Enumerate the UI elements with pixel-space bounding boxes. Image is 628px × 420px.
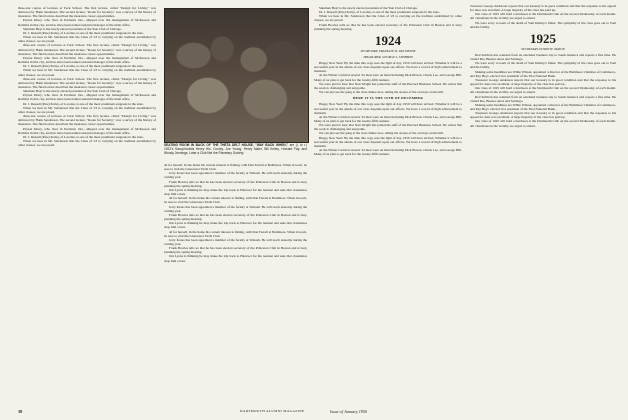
paragraph: We were sorry to learn of the death of Tom Kinney's father. The sympathy of the class goes out to Tom and his family. [470,20,616,29]
paragraph: When we hear in Mr. Sanderson that the Class of '23 is carrying on the tradition established by other classes, we are proud. [314,14,462,23]
paragraph: Dr. J. Russell (Pete) Perley, of Laconia, is one of the most prominent surgeons in the state. [23,30,144,35]
paragraph: When we hear in Mr. Sanderson that the Class of '23 is carrying on the tradition established by other classes, we are proud. [18,105,156,114]
paragraph: three-star course of lectures at Tuck School. The first lecture, called "Design for Living," was delivered by Hank Sanderson. The second lecture, "Route for Security," was a survey of the history of insurance. The final lecture described the insurance career opportunities. [18,76,156,89]
column-1 [18,6,156,406]
paragraph: We were glad to hear that Stan Wright has joined the staff of the Harvard Business School. He writes that the work is challenging and enjoyable. [314,123,462,132]
paragraph: Dr. J. Russell (Pete) Perley, of Laconia, is one of the most prominent surgeons in the state. [23,64,144,69]
paragraph: Treasurer George Anderson reports that our treasury is in good condition and that the response to his appeal for dues was excellent. A large majority of the class has paid up. [470,4,616,13]
paragraph: Our class of 1925 will hold a luncheon at the Dartmouth Club on the second Wednesday of each month. All classmates in the vicinity are urged to attend. [470,86,616,95]
photo-caption [164,143,307,155]
paragraph: We were sorry to learn of the death of Tom Kinney's father. The sympathy of the class goes out to Tom and his family. [470,61,616,70]
paragraph: Frank Bowles tells us that he has been elected secretary of the Princeton Club in Boston and is busy planning the spring meeting. [314,22,462,31]
paragraph: Jerry Kraus has been appointed a member of the faculty at Wabash. He will teach anatomy during the coming year. [164,237,307,246]
secretary-line: SECRETARY, FRANKLIN W. VAN METER [360,48,416,53]
page-number: 38 [18,409,23,414]
paragraph: Jim Lyons is thinking he may make the trip back to Hanover for the reunion and asks that classmates drop him a note. [164,221,307,230]
paragraph: Peyton Drury, who lives in Portland, Ore., shipped over the management of McKesson and Robbins in that city, and has since been named assistant manager of the main office. [18,93,156,102]
paragraph: At the Winter Carnival several '24 men were on hand including Dick Brown, Chuck Lee, and George Hill. Many of us plan to get back for the twenty-fifth reunion. [314,148,462,157]
paragraph: Jim Lyons is thinking he may make the trip back to Hanover for the reunion and asks that classmates drop him a note. [164,187,307,197]
class-year-heading: 1924 [375,32,401,48]
paragraph: all for herself. In the home his current interest is fishing, with Dan Farrell at Baltimore. When in town, be sure to visit the Gloucester Yacht Club. [164,163,307,172]
paragraph: At the Winter Carnival several '24 men were on hand including Dick Brown, Chuck Lee, and George Hill. Many of us plan to get back for the twenty-fifth reunion. [314,114,462,123]
paragraph: Jerry Kraus has been appointed a member of the faculty at Wabash. He will teach anatomy during the coming year. [164,171,307,180]
issue-date: Issue of January 1950 [330,409,368,414]
paragraph: Treasurer George Anderson reports that our treasury is in good condition and that the response to his appeal for dues was excellent. A large majority of the class has paid up. [470,111,616,120]
paragraph: Dr. J. Russell (Pete) Perley, of Laconia, is one of the most prominent surgeons in the state. [23,134,144,139]
paragraph: three-star course of lectures at Tuck School. The first lecture, called "Design for Living," was delivered by Hank Sanderson. The second lecture, "Route for Security," was a survey of the history of insurance. The final lecture described the insurance career opportunities. [18,43,156,56]
paragraph: all for herself. In the home his current interest is fishing, with Dan Farrell at Baltimore. When in town, be sure to visit the Gloucester Yacht Club. [164,196,307,205]
paragraph: Sherman Hoyt is the newly elected president of the Yale Club of Chicago. [319,6,418,10]
paragraph: Jerry Kraus has been appointed a member of the faculty at Wabash. He will teach anatomy during the coming year. [164,204,307,213]
class-year-heading: 1925 [530,30,556,46]
paragraph: When we hear in Mr. Sanderson that the Class of '23 is carrying on the tradition established by other classes, we are proud. [18,35,156,44]
paragraph: When we hear in Mr. Sanderson that the Class of '23 is carrying on the tradition established by other classes, we are proud. [18,139,156,148]
paragraph: Making some headlines are Willie Wilson, appointed a director of the Baltimore Chamber of Commerce, and Ray Hoyt, elected vice president of the First National Bank. [470,69,616,78]
caption-text: are (l. to r.) 1922's Saxophonists Henry Hix, Cooley, Joe Young, Henry Maier, Bill Kelley, Howard Fay, and Woody Jennings. Later a Club like the Planetary Society. [164,143,307,155]
paragraph: Red Sullivan has returned from an extended business trip to South America and reports a fine time. He visited Rio, Buenos Aires and Santiago. [470,52,616,62]
paragraph: Jim Lyons is thinking he may make the trip back to Hanover for the reunion and asks that classmates drop him a note. [164,254,307,263]
paragraph: We can just see the gang at the class dinner now, telling the stories of the old days on the hill. [319,131,444,136]
paragraph: Dr. J. Russell (Pete) Perley, of Laconia, is one of the most prominent surgeons in the state. [319,10,440,15]
paragraph: Treasurer George Anderson reports that our treasury is in good condition and that the response to his appeal for dues was excellent. A large majority of the class has paid up. [470,77,616,87]
paragraph: Happy New Year! By the time this copy sees the light of day, 1950 will have arrived. Whether it will be a successful year in the annals of our class depends upon our efforts. We have a record of high achievement to maintain. [314,102,462,115]
paragraph: Sherman Hoyt is the newly elected president of the Yale Club of Chicago. [23,89,122,94]
paragraph: Making some headlines are Willie Wilson, appointed a director of the Baltimore Chamber of Commerce, and Ray Hoyt, elected vice president of the First National Bank. [470,102,616,111]
paragraph: When we hear in Mr. Sanderson that the Class of '23 is carrying on the tradition established by other classes, we are proud. [18,68,156,77]
paragraph: Frank Bowles tells us that he has been elected secretary of the Princeton Club in Boston and is busy planning the spring meeting. [164,246,307,255]
paragraph: Our class of 1925 will hold a luncheon at the Dartmouth Club on the second Wednesday of each month. All classmates in the vicinity are urged to attend. [470,12,616,21]
paragraph: three-star course of lectures at Tuck School. The first lecture, called "Design for Living," was delivered by Hank Sanderson. The second lecture, "Route for Security," was a survey of the history of insurance. The final lecture described the insurance career opportunities. [18,114,156,127]
paragraph: Peyton Drury, who lives in Portland, Ore., shipped over the management of McKesson and Robbins in that city, and has since been named assistant manager of the main office. [18,55,156,65]
paragraph: Happy New Year! By the time this copy sees the light of day, 1950 will have arrived. Whether it will be a successful year in the annals of our class depends upon our efforts. We have a record of high achievement to maintain. [314,135,462,148]
paragraph: Peyton Drury, who lives in Portland, Ore., shipped over the management of McKesson and Robbins in that city, and has since been named assistant manager of the main office. [18,126,156,135]
section-caps: HERE IT IS THE 15TH OF DECEMBER [352,96,424,101]
paragraph: Frank Bowles tells us that he has been elected secretary of the Princeton Club in Boston and is busy planning the spring meeting. [164,212,307,222]
paragraph: Happy New Year! By the time this copy sees the light of day, 1950 will have arrived. Whether it will be a successful year in the annals of our class depends upon our efforts. We have a record of high achievement to maintain. [314,60,462,74]
group-photo [164,8,309,143]
column-3 [314,6,462,406]
paragraph: Frank Bowles tells us that he has been elected secretary of the Princeton Club in Boston and is busy planning the spring meeting. [164,179,307,188]
paragraph: Red Sullivan has returned from an extended business trip to South America and reports a fine time. He visited Rio, Buenos Aires and Santiago. [470,94,616,103]
magazine-name: DARTMOUTH ALUMNI MAGAZINE [240,409,305,413]
column-2 [164,163,307,411]
column-4 [470,4,616,412]
paragraph: We can just see the gang at the class dinner now, telling the stories of the old days on the hill. [319,90,444,95]
paragraph: Dr. J. Russell (Pete) Perley, of Laconia, is one of the most prominent surgeons in the state. [23,101,144,106]
paragraph: Sherman Hoyt is the newly elected president of the Yale Club of Chicago. [23,26,122,31]
paragraph: Peyton Drury, who lives in Portland, Ore., shipped over the management of McKesson and Robbins in that city, and has since been named assistant manager of the main office. [18,18,156,27]
caption-title: SEATING ROOM IN BACK OF THE THETA DELT HOUSE, "WAY BACK WHEN," [164,143,289,147]
paragraph: We were glad to hear that Stan Wright has joined the staff of the Harvard Business School. He writes that the work is challenging and enjoyable. [314,81,462,90]
paragraph: all for herself. In the home his current interest is fishing, with Dan Farrell at Baltimore. When in town, be sure to visit the Gloucester Yacht Club. [164,229,307,238]
paragraph: three-star course of lectures at Tuck School. The first lecture, called "Design for Living," was delivered by Hank Sanderson. The second lecture, "Route for Security," was a survey of the history of insurance. The final lecture described the insurance career opportunities. [18,6,156,19]
treasurer-line: TREASURER, GEORGE L. STEBBINS [363,54,413,59]
paragraph: Our class of 1925 will hold a luncheon at the Dartmouth Club on the second Wednesday of each month. All classmates in the vicinity are urged to attend. [470,119,616,128]
paragraph: At the Winter Carnival several '24 men were on hand including Dick Brown, Chuck Lee, and George Hill. Many of us plan to get back for the twenty-fifth reunion. [314,73,462,82]
secretary-line: SECRETARY, EDWIN H. MASON [521,46,565,51]
